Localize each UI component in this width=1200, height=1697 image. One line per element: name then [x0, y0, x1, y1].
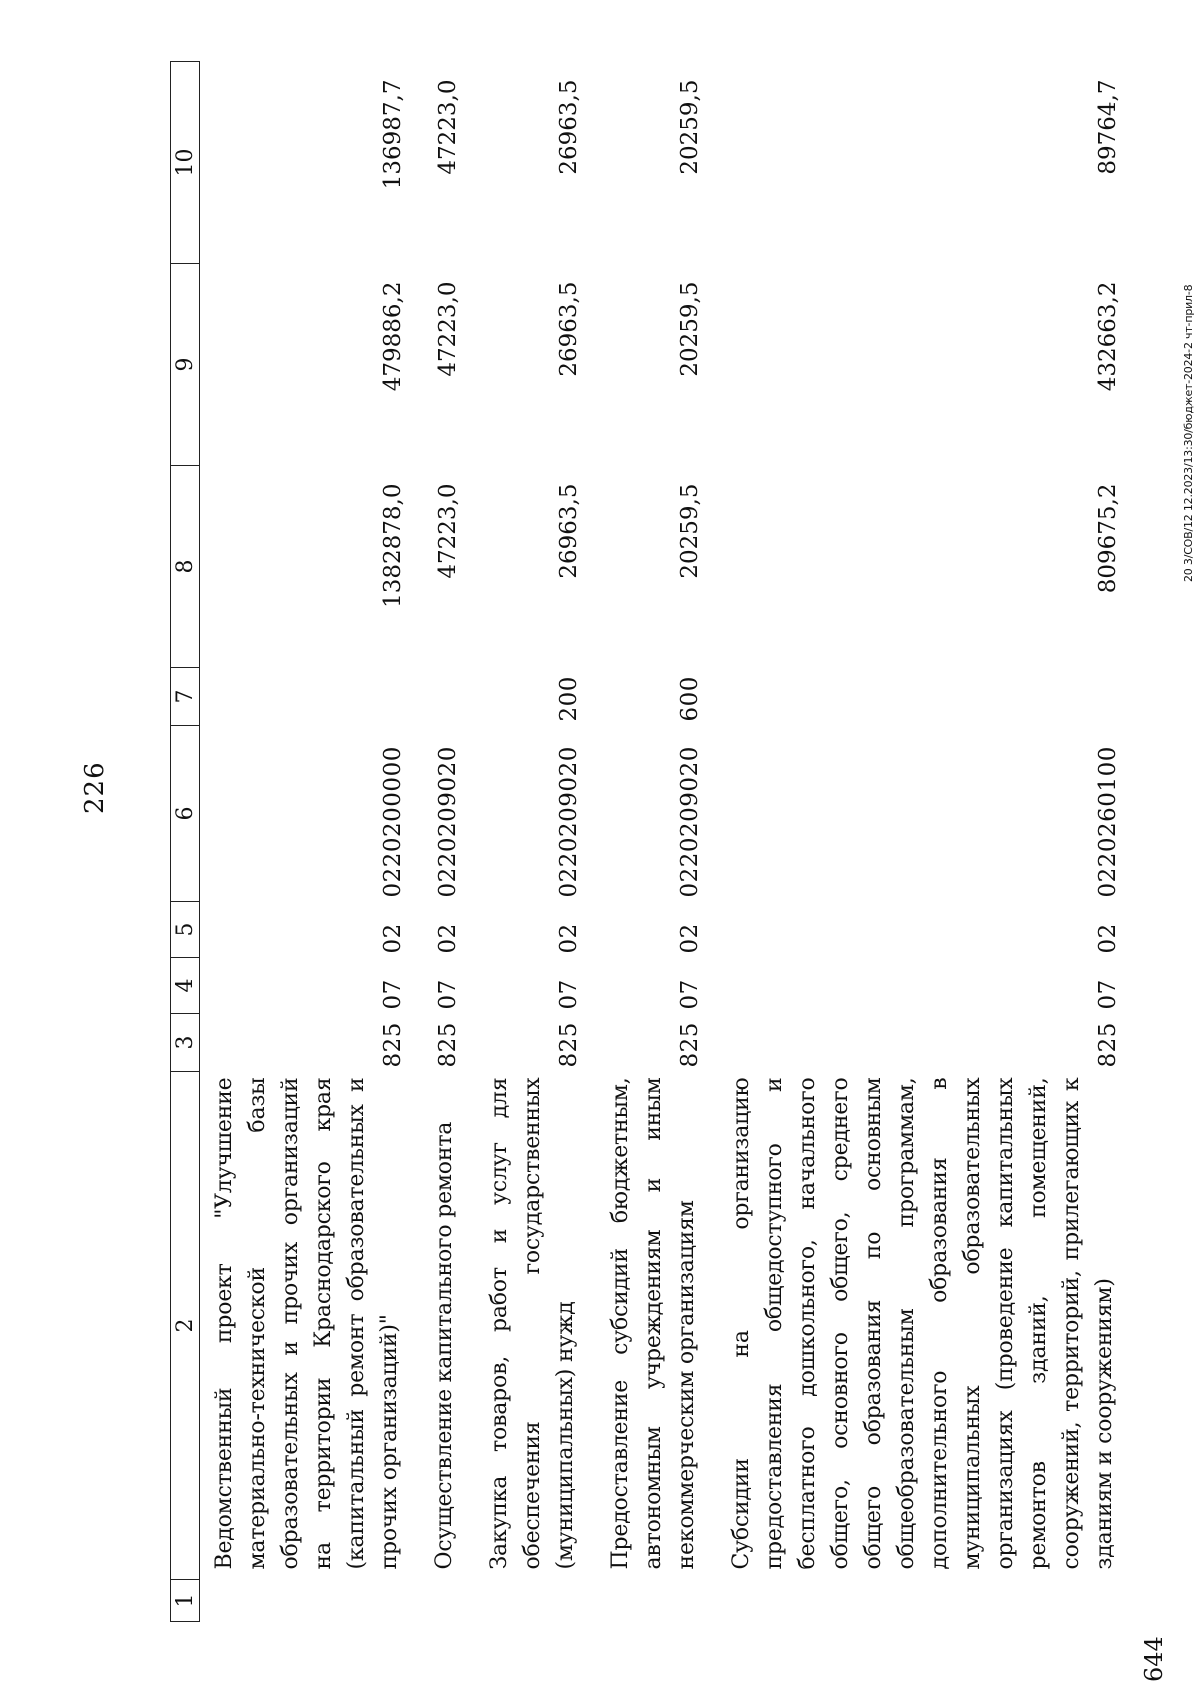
- expense-type-cell: 600: [677, 676, 703, 722]
- amount-2026-cell: 136987,7: [380, 79, 406, 190]
- expense-type-cell: [406, 668, 461, 726]
- table-row: [582, 62, 703, 1622]
- expense-type-cell: 200: [556, 676, 582, 722]
- target-article-cell: 0220209020: [677, 746, 703, 898]
- subsection-code-cell: 02: [380, 923, 406, 954]
- amount-2026-cell: 47223,0: [435, 79, 461, 175]
- description-cell: Осуществление капитального ремонта: [432, 1121, 457, 1570]
- amount-2026-cell: 89764,7: [1095, 79, 1121, 175]
- amount-2025-cell: 479886,2: [380, 281, 406, 392]
- amount-2024-cell: 47223,0: [435, 483, 461, 579]
- expense-type-cell: [200, 668, 407, 726]
- document-identifier: 20 3/СОВ/12 12.2023/13:30/бюджет-2024-2 чт-прил-8: [1182, 284, 1195, 582]
- page-number: 226: [80, 761, 110, 814]
- table-row: [461, 62, 582, 1622]
- amount-2026-cell: 20259,5: [677, 79, 703, 175]
- expense-type-cell: [703, 668, 1121, 726]
- header-col-3: 3: [171, 1014, 200, 1072]
- header-col-2: 2: [171, 1072, 200, 1580]
- header-col-4: 4: [171, 958, 200, 1014]
- target-article-cell: 0220200000: [380, 746, 406, 898]
- amount-2025-cell: 20259,5: [677, 281, 703, 377]
- amount-2025-cell: 432663,2: [1095, 281, 1121, 392]
- ministry-code-cell: 825: [435, 1022, 461, 1068]
- table-row: [703, 62, 1121, 1622]
- ministry-code-cell: 825: [556, 1022, 582, 1068]
- header-col-7: 7: [171, 668, 200, 726]
- subsection-code-cell: 02: [677, 923, 703, 954]
- target-article-cell: 0220209020: [435, 746, 461, 898]
- description-cell: Ведомственный проект "Улучшение материально-технической базы образовательных и прочих организаций на территории Краснодарского края (капитальный ремонт образовательных и прочих организаций)": [212, 1077, 402, 1570]
- header-col-1: 1: [171, 1580, 200, 1622]
- section-code-cell: 07: [1095, 979, 1121, 1010]
- header-col-8: 8: [171, 466, 200, 668]
- row-number-cell: [703, 1580, 1121, 1622]
- amount-2025-cell: 47223,0: [435, 281, 461, 377]
- amount-2024-cell: 26963,5: [556, 483, 582, 579]
- ministry-code-cell: 825: [1095, 1022, 1121, 1068]
- amount-2024-cell: 809675,2: [1095, 483, 1121, 594]
- amount-2024-cell: 1382878,0: [380, 483, 406, 608]
- section-code-cell: 07: [435, 979, 461, 1010]
- table-header-row: [171, 62, 200, 1622]
- description-cell: Закупка товаров, работ и услуг для обеспечения государственных (муниципальных) нужд: [487, 1077, 578, 1570]
- target-article-cell: 0220260100: [1095, 746, 1121, 898]
- row-number-cell: [200, 1580, 407, 1622]
- ministry-code-cell: 825: [380, 1022, 406, 1068]
- target-article-cell: 0220209020: [556, 746, 582, 898]
- budget-table: [170, 61, 1121, 1622]
- table-row: [406, 62, 461, 1622]
- amount-2026-cell: 26963,5: [556, 79, 582, 175]
- header-col-9: 9: [171, 264, 200, 466]
- section-code-cell: 07: [380, 979, 406, 1010]
- subsection-code-cell: 02: [435, 923, 461, 954]
- description-cell: Предоставление субсидий бюджетным, автономным учреждениям и иным некоммерческим организациям: [608, 1077, 699, 1570]
- header-col-5: 5: [171, 902, 200, 958]
- section-code-cell: 07: [677, 979, 703, 1010]
- header-col-10: 10: [171, 62, 200, 264]
- section-code-cell: 07: [556, 979, 582, 1010]
- header-col-6: 6: [171, 726, 200, 902]
- amount-2024-cell: 20259,5: [677, 483, 703, 579]
- description-cell: Субсидии на организацию предоставления общедоступного и бесплатного дошкольного, начального общего, основного общего, среднего общего образования по основным общеобразовательным программам, дополнительного образования в муниципальных образовательных организациях (проведение капитальных ремонтов зданий, помещений, сооружений, территорий, прилегающих к зданиям и сооружениям): [729, 1077, 1117, 1570]
- subsection-code-cell: 02: [556, 923, 582, 954]
- table-row: [200, 62, 407, 1622]
- subsection-code-cell: 02: [1095, 923, 1121, 954]
- ministry-code-cell: 825: [677, 1022, 703, 1068]
- row-number-cell: [461, 1580, 582, 1622]
- row-number-cell: [406, 1580, 461, 1622]
- row-number-cell: [582, 1580, 703, 1622]
- amount-2025-cell: 26963,5: [556, 281, 582, 377]
- corner-page-number: 644: [1140, 1636, 1168, 1682]
